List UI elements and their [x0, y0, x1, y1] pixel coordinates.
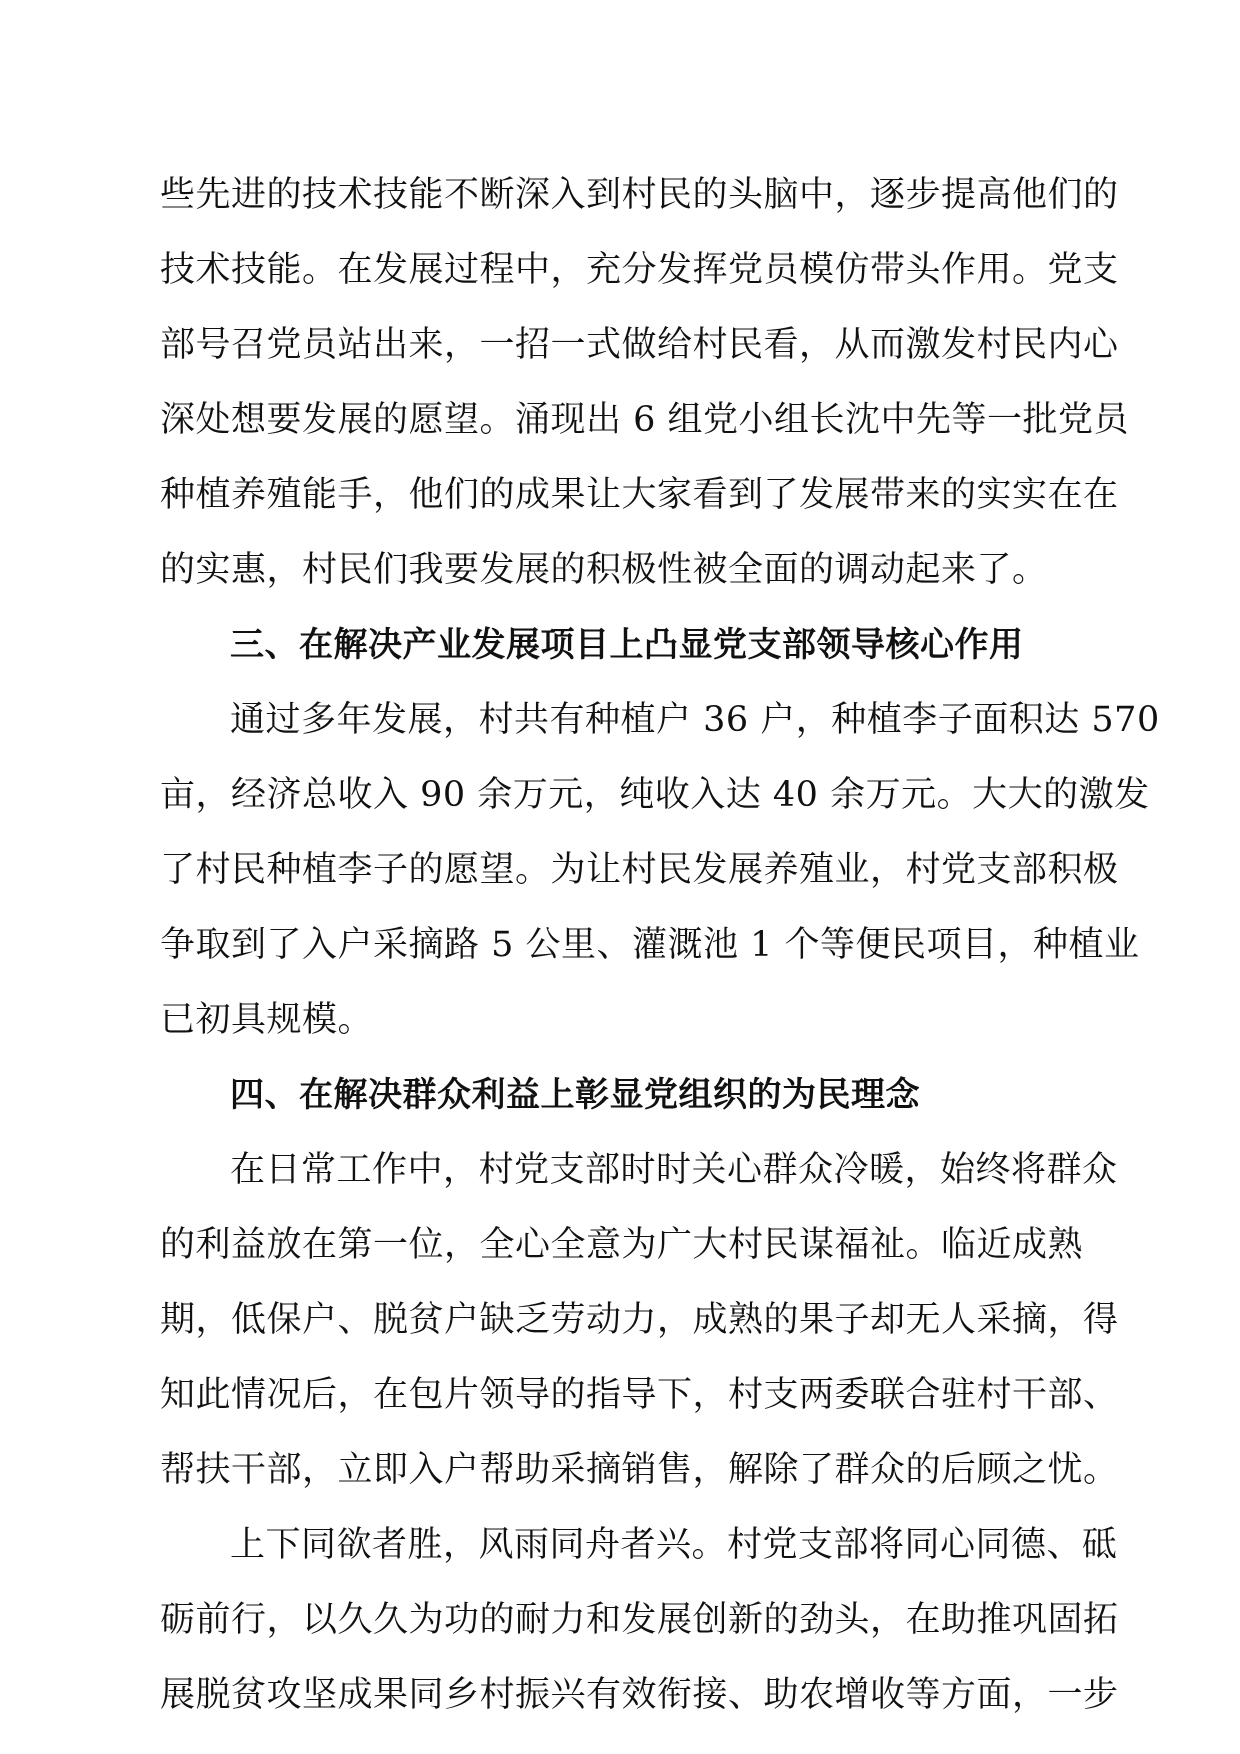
- paragraph-industry: [160, 683, 1160, 1058]
- text-line: 知此情况后，在包片领导的指导下，村支两委联合驻村干部、: [160, 1375, 1119, 1415]
- paragraph-continuation: [160, 158, 1130, 608]
- text-line: 技术技能。在发展过程中，充分发挥党员模仿带头作用。党支: [160, 250, 1119, 290]
- text-line: 部号召党员站出来，一招一式做给村民看，从而激发村民内心: [160, 325, 1119, 365]
- text-line: 争取到了入户采摘路 5 公里、灌溉池 1 个等便民项目，种植业: [160, 925, 1140, 965]
- text-line: 在日常工作中，村党支部时时关心群众冷暖，始终将群众: [230, 1150, 1118, 1190]
- text-line: 些先进的技术技能不断深入到村民的头脑中，逐步提高他们的: [160, 175, 1119, 215]
- text-line: 通过多年发展，村共有种植户 36 户，种植李子面积达 570: [230, 700, 1160, 740]
- text-line: 展脱贫攻坚成果同乡村振兴有效衔接、助农增收等方面，一步: [160, 1675, 1119, 1715]
- text-line: 的实惠，村民们我要发展的积极性被全面的调动起来了。: [160, 550, 1048, 590]
- text-line: 了村民种植李子的愿望。为让村民发展养殖业，村党支部积极: [160, 850, 1119, 890]
- document-body: [160, 158, 1160, 1733]
- paragraph-conclusion: [160, 1508, 1119, 1733]
- text-line: 已初具规模。: [160, 1000, 374, 1040]
- text-line: 砺前行，以久久为功的耐力和发展创新的劲头，在助推巩固拓: [160, 1600, 1119, 1640]
- paragraph-public-interest: [160, 1133, 1119, 1508]
- text-line: 上下同欲者胜，风雨同舟者兴。村党支部将同心同德、砥: [230, 1525, 1118, 1565]
- text-line: 帮扶干部，立即入户帮助采摘销售，解除了群众的后顾之忧。: [160, 1450, 1119, 1490]
- section-heading-3: 三、在解决产业发展项目上凸显党支部领导核心作用: [230, 625, 1024, 665]
- text-line: 期，低保户、脱贫户缺乏劳动力，成熟的果子却无人采摘，得: [160, 1300, 1119, 1340]
- text-line: 深处想要发展的愿望。涌现出 6 组党小组长沈中先等一批党员: [160, 400, 1130, 440]
- section-heading-4: 四、在解决群众利益上彰显党组织的为民理念: [230, 1075, 920, 1115]
- text-line: 的利益放在第一位，全心全意为广大村民谋福祉。临近成熟: [160, 1225, 1084, 1265]
- text-line: 种植养殖能手，他们的成果让大家看到了发展带来的实实在在: [160, 475, 1119, 515]
- text-line: 亩，经济总收入 90 余万元，纯收入达 40 余万元。大大的激发: [160, 775, 1150, 815]
